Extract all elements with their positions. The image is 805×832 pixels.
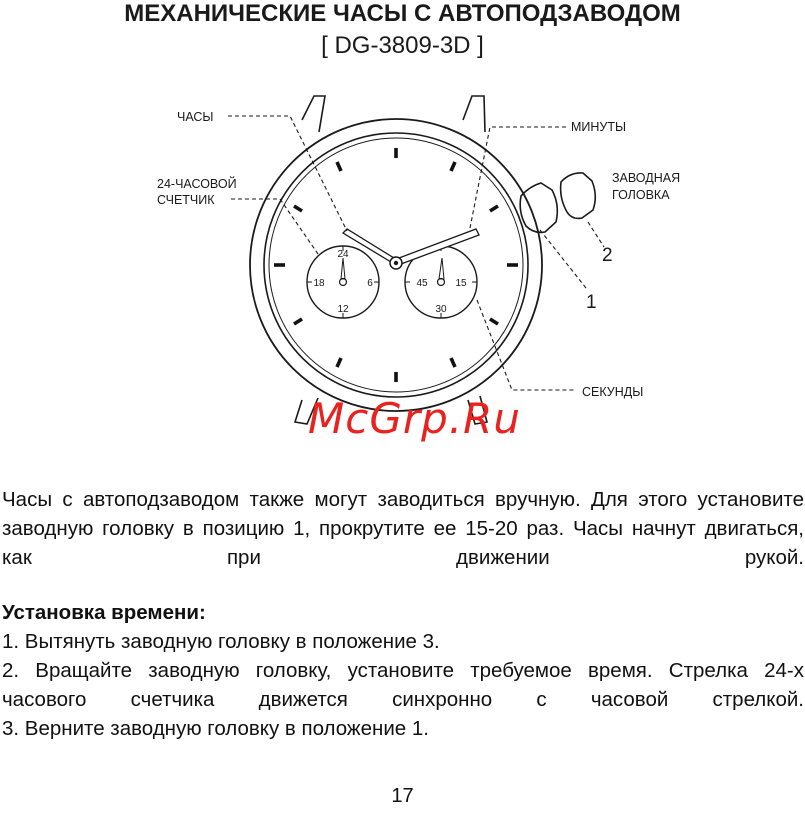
crown-position-1-label: 1: [586, 292, 597, 313]
page-number: 17: [391, 785, 414, 807]
page-title: МЕХАНИЧЕСКИЕ ЧАСЫ С АВТОПОДЗАВОДОМ: [124, 0, 681, 27]
label-crown-line2: ГОЛОВКА: [612, 188, 670, 202]
subdial-seconds-label-bottom: 30: [435, 304, 447, 315]
label-24h-counter-line1: 24-ЧАСОВОЙ: [157, 177, 237, 191]
subdial-seconds-pivot: [438, 279, 445, 286]
subdial-seconds-hand: [439, 258, 444, 279]
crown-position-2: [561, 173, 596, 218]
subdial-24h-pivot: [340, 279, 347, 286]
label-hours: ЧАСЫ: [177, 110, 214, 124]
step-1: 1. Вытянуть заводную головку в положение 3.: [2, 630, 440, 653]
label-seconds: СЕКУНДЫ: [582, 385, 644, 399]
minute-hand: [399, 229, 479, 264]
label-24h-counter-line2: СЧЕТЧИК: [157, 193, 215, 207]
subdial-24h-label-right: 6: [367, 278, 373, 289]
subdial-seconds-label-left: 45: [416, 278, 428, 289]
subdial-24h-label-bottom: 12: [337, 304, 349, 315]
step-3: 3. Верните заводную головку в положение 1.: [2, 717, 429, 740]
crown-position-1: [520, 183, 557, 232]
crown-position-2-label: 2: [602, 245, 613, 266]
section-heading: Установка времени:: [2, 601, 206, 624]
intro-paragraph: Часы с автоподзаводом также могут заводиться вручную. Для этого установите заводную головку в позицию 1, прокрутите ее 15-20 раз. Часы начнут двигаться, как при движении рукой.: [2, 488, 804, 569]
steps-list: [2, 627, 804, 743]
watermark: McGrp.Ru: [308, 394, 521, 443]
subdial-24h-hand: [341, 258, 345, 279]
subdial-24h-label-left: 18: [313, 278, 325, 289]
subdial-seconds-label-right: 15: [455, 278, 467, 289]
label-minutes: МИНУТЫ: [571, 120, 627, 134]
subdial-24h-label-top: 24: [337, 249, 349, 260]
label-crown-line1: ЗАВОДНАЯ: [612, 171, 681, 185]
step-2: 2. Вращайте заводную головку, установите требуемое время. Стрелка 24-х часового счетчика движется синхронно с часовой стрелкой.: [2, 659, 804, 711]
center-pivot-inner: [394, 261, 398, 265]
model-number: [ DG-3809-3D ]: [321, 32, 484, 59]
